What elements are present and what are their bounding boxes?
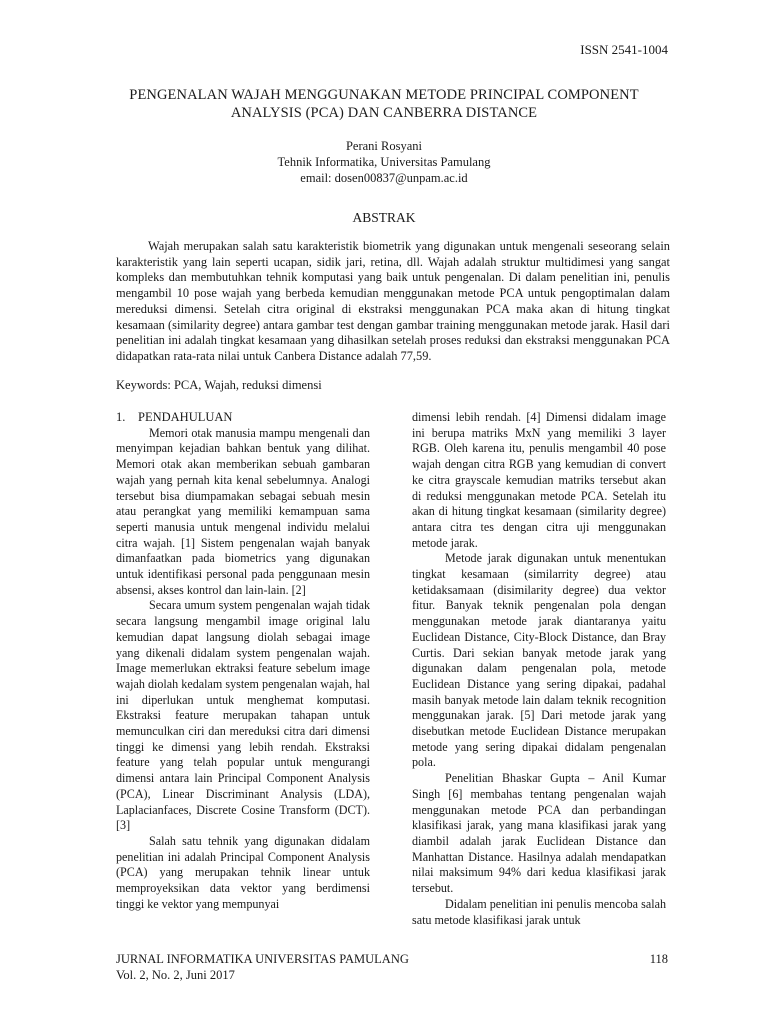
journal-volume: Vol. 2, No. 2, Juni 2017 [116, 968, 235, 982]
paragraph: Salah satu tehnik yang digunakan didalam penelitian ini adalah Principal Component Analysis (PCA) yang merupakan tehnik linear untuk memproyeksikan data vektor yang berdimensi tinggi ke vektor yang mempunyai [116, 833, 370, 911]
left-column [116, 410, 370, 913]
paragraph: Metode jarak digunakan untuk menentukan tingkat kesamaan (similarrity degree) atau ketidaksamaan (disimilarity degree) dua vektor fitur. Banyak teknik pengenalan pola dengan menggunakan metode jarak diantaranya yaitu Euclidean Distance, City-Block Distance, dan Bray Curtis. Dari sekian banyak metode jarak yang digunakan dalam pengenalan pola, metode Euclidean Distance yang sering dipakai, padahal masih banyak metode lain dalam teknik recognition menggunakan jarak. [5] Dari metode jarak yang disebutkan metode Euclidean Distance merupakan metode yang sering dipakai didalam pengenalan pola. [412, 551, 666, 770]
author-block [100, 138, 668, 186]
abstract-body [116, 239, 670, 365]
page-footer [116, 951, 668, 983]
paragraph: Penelitian Bhaskar Gupta – Anil Kumar Singh [6] membahas tentang pengenalan wajah menggunakan metode PCA dan perbandingan klasifikasi jarak, yang mana klasifikasi jarak yang diambil adalah jarak Euclidean Distance dan Manhattan Distance. Hasilnya adalah mendapatkan nilai maksimum 94% dari kedua klasifikasi jarak tersebut. [412, 771, 666, 896]
paper-title-line-1: PENGENALAN WAJAH MENGGUNAKAN METODE PRINCIPAL COMPONENT [129, 87, 639, 103]
paper-title [100, 86, 668, 122]
author-name: Perani Rosyani [345, 139, 423, 153]
journal-name: JURNAL INFORMATIKA UNIVERSITAS PAMULANG [116, 952, 409, 966]
paragraph: Secara umum system pengenalan wajah tidak secara langsung mengambil image original lalu kemudian dapat langsung diolah sebagai image yang dikenali didalam system pengenalan wajah. Image memerlukan ektraksi feature sebelum image wajah diolah kedalam system pengenalan wajah, hal ini diperlukan untuk menghemat komputasi. Ekstraksi feature merupakan tahapan untuk memunculkan ciri dan mereduksi citra dari dimensi tinggi ke dimensi yang lebih rendah. Ekstraksi feature yang telah popular untuk mengurangi dimensi antara lain Principal Component Analysis (PCA), Linear Discriminant Analysis (LDA), Laplacianfaces, Discrete Cosine Transform (DCT). [3] [116, 598, 370, 833]
paragraph: Memori otak manusia mampu mengenali dan menyimpan kejadian bahkan bentuk yang dilihat. Memori otak akan memberikan sebuah gambaran wajah yang pernah kita kenal sebelumnya. Analogi tersebut bisa diumpamakan sebagai sebuah mesin atau perangkat yang memiliki kemampuan sama seperti manusia untuk mengenal individu melalui citra wajah. [1] Sistem pengenalan wajah banyak dimanfaatkan pada biometrics yang digunakan untuk identifikasi personal pada penggunaan mesin absensi, akses kontrol dan lain-lain. [2] [116, 425, 370, 597]
page-number: 118 [649, 952, 668, 966]
author-affiliation: Tehnik Informatika, Universitas Pamulang [277, 155, 491, 169]
author-email: email: dosen00837@unpam.ac.id [300, 171, 468, 185]
issn-label: ISSN 2541-1004 [580, 42, 668, 57]
right-column [412, 410, 666, 928]
paragraph: Didalam penelitian ini penulis mencoba salah satu metode klasifikasi jarak untuk [412, 896, 666, 927]
abstract-text: Wajah merupakan salah satu karakteristik biometrik yang digunakan untuk mengenali seseorang selain karakteristik yang lain seperti ucapan, sidik jari, retina, dll. Wajah adalah struktur multidimesi yang sangat kompleks dan membutuhkan tehnik komputasi yang baik untuk pengenalan. Di dalam penelitian ini, penulis mengambil 10 pose wajah yang berbeda kemudian menggunakan metode PCA untuk pengoptimalan dalam mereduksi dimensi. Setelah citra original di ekstraksi menggunakan PCA maka akan di hitung tingkat kesamaan (similarity degree) antara gambar test dengan gambar training menggunakan metode jarak. Hasil dari penelitian ini adalah tingkat kesamaan yang dihasilkan setelah proses reduksi dan ekstraksi menggunakan PCA didapatkan rata-rata nilai untuk Canbera Distance adalah 77,59. [116, 239, 670, 363]
section-number: 1. [116, 410, 126, 424]
abstract-heading: ABSTRAK [352, 210, 416, 225]
keywords: Keywords: PCA, Wajah, reduksi dimensi [116, 378, 322, 392]
paper-title-line-2: ANALYSIS (PCA) DAN CANBERRA DISTANCE [230, 105, 538, 121]
section-title: PENDAHULUAN [138, 410, 233, 424]
section-heading [116, 410, 370, 426]
paragraph: dimensi lebih rendah. [4] Dimensi didalam image ini berupa matriks MxN yang memiliki 3 layer RGB. Oleh karena itu, penulis mengambil 40 pose wajah dengan citra RGB yang kemudian di convert ke citra grayscale kemudian matriks tersebut akan di reduksi menggunakan metode PCA. Setelah itu akan di hitung tingkat kesamaan (similarity degree) antara citra tes dengan citra uji menggunakan metode jarak. [412, 410, 666, 550]
